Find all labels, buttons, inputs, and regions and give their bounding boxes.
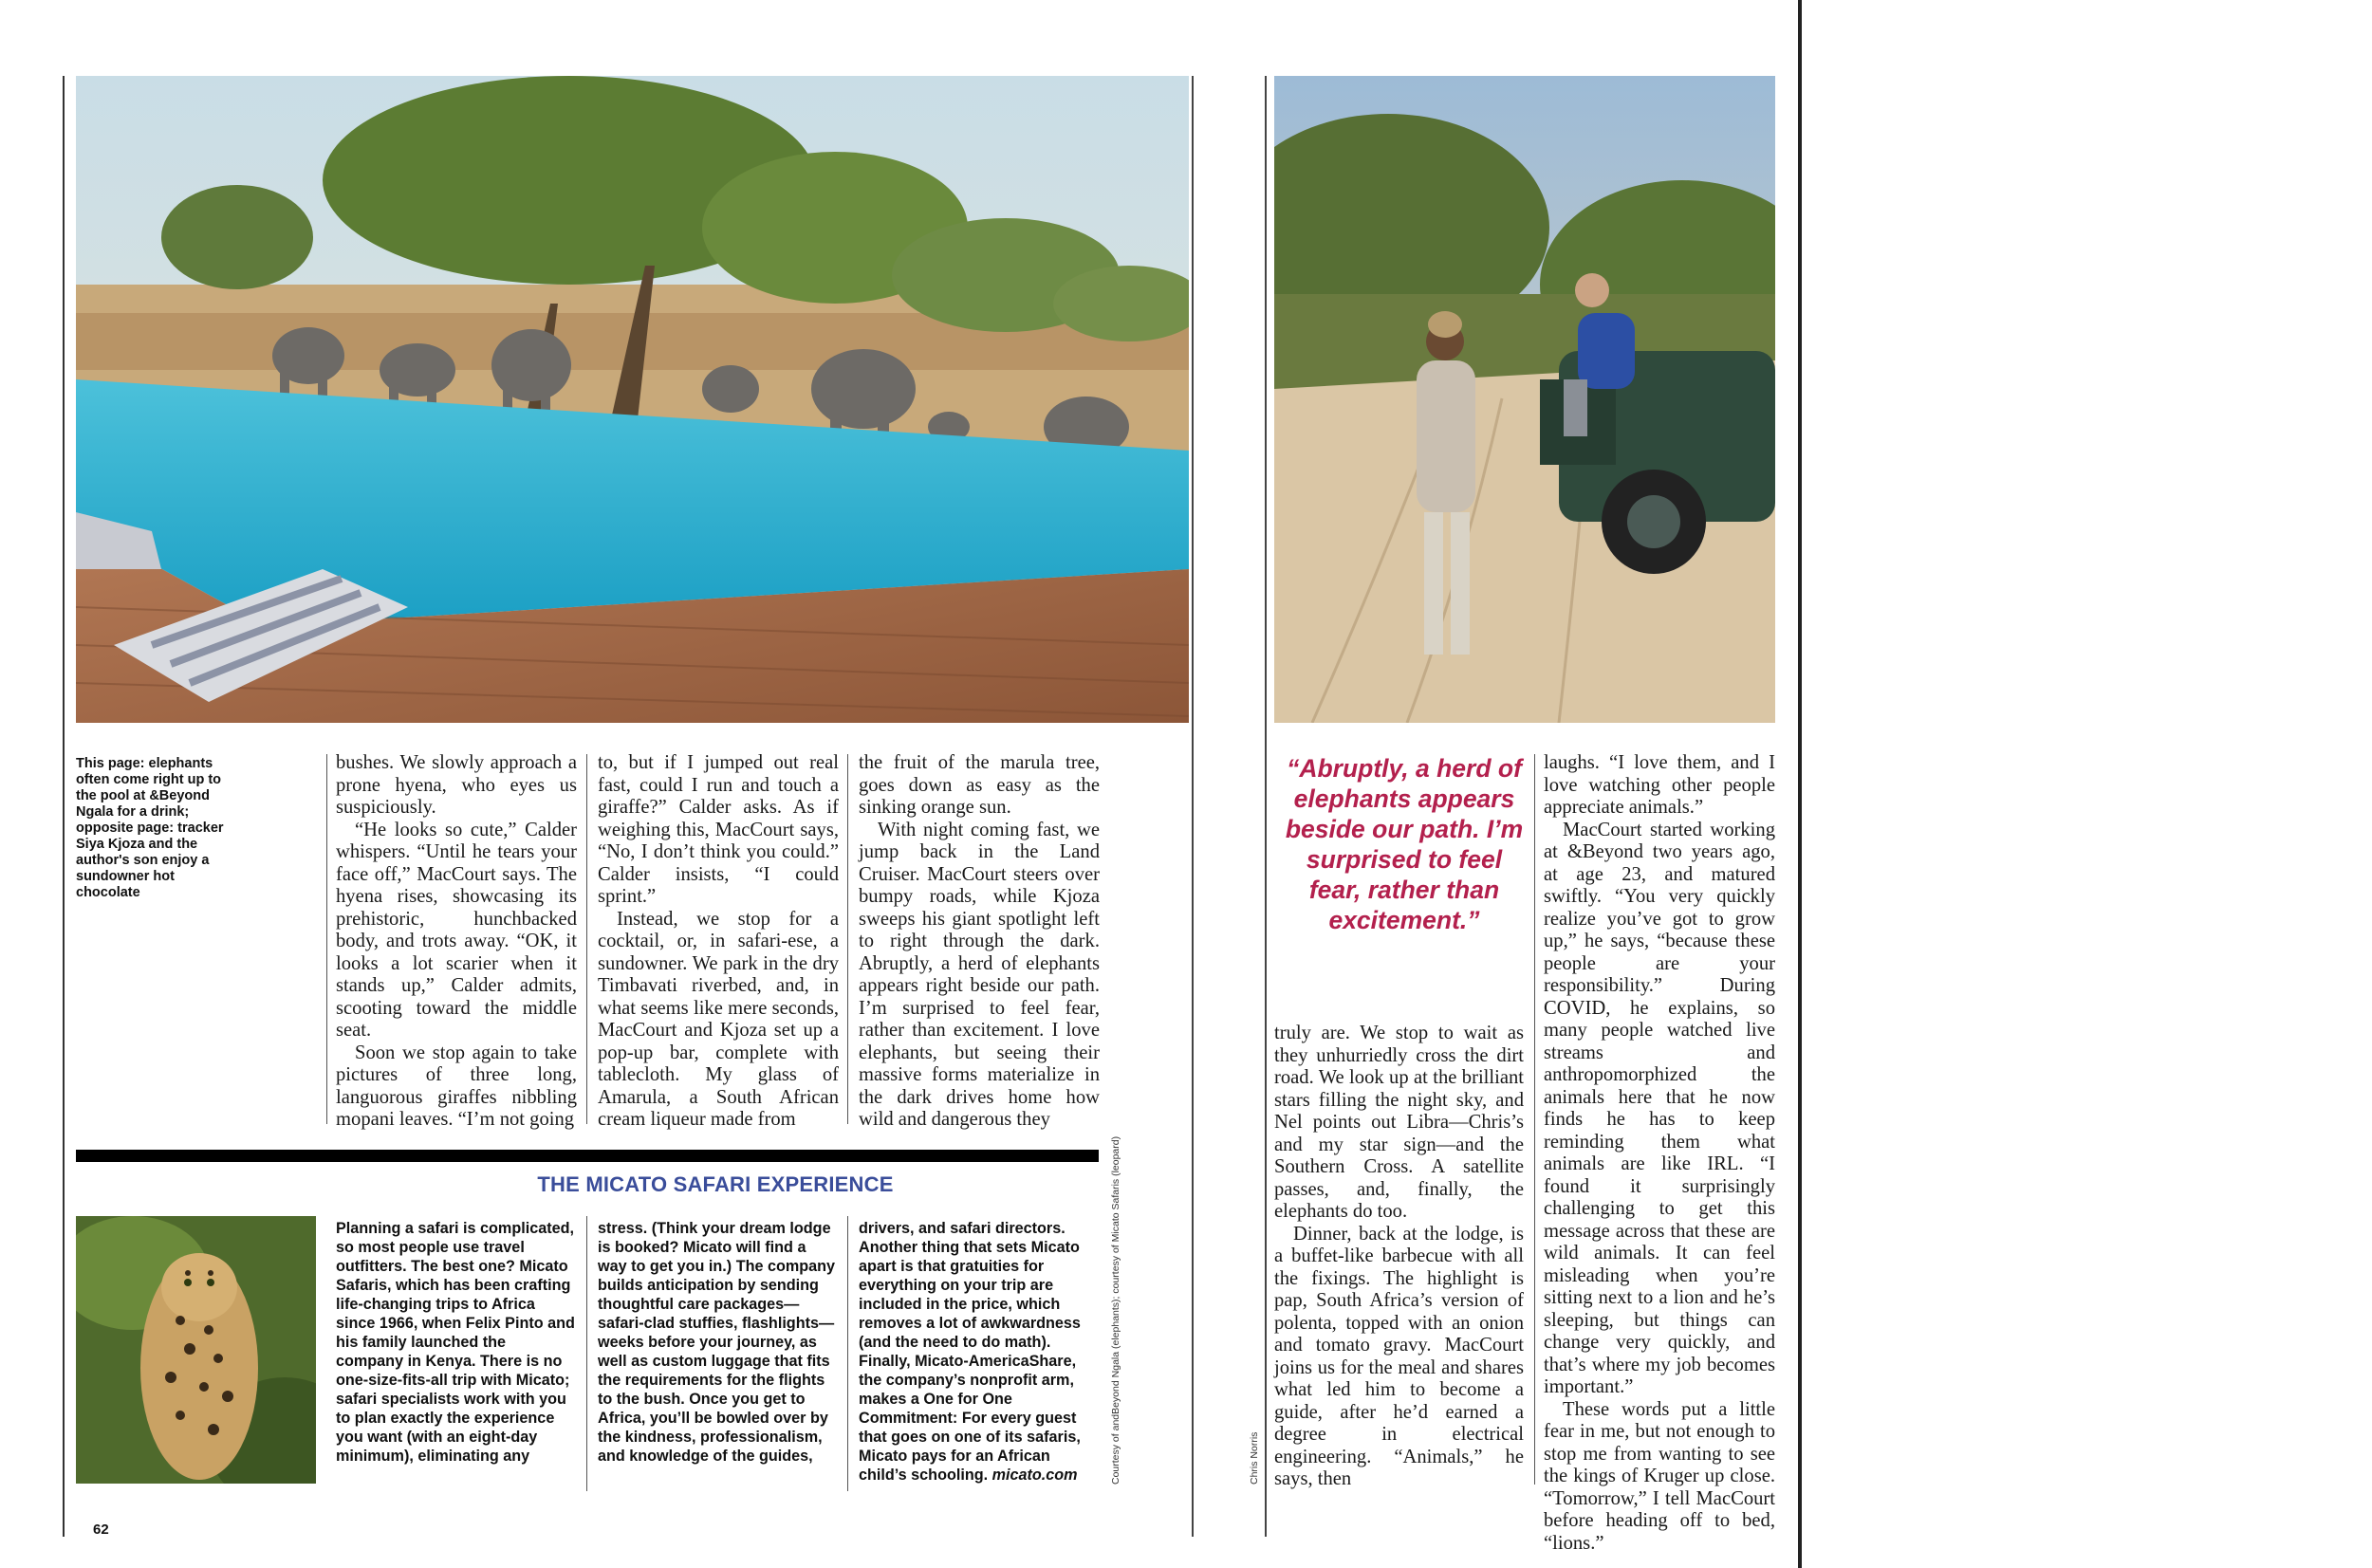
sidebar-column-rule-1 [586,1216,587,1491]
elephants-pool-photo [76,76,1189,723]
caption-text-1: elephants often come right up to the pool at &Beyond Ngala for a drink; [76,756,222,820]
caption-lead: This page: [76,756,145,771]
sidebar-top-rule [76,1150,1099,1162]
paragraph: Soon we stop again to take pictures of three long, languorous giraffes nibbling mopani leaves. “I’m not going [336,1042,577,1130]
caption-text-2: tracker Siya Kjoza and the author's son enjoy a sundowner hot chocolate [76,821,224,900]
photo-credit-left: Courtesy of andBeyond Ngala (elephants); courtesy of Micato Safaris (leopard) [1110,1135,1121,1485]
sidebar-title: THE MICATO SAFARI EXPERIENCE [537,1172,894,1196]
sidebar-column-3-text: drivers, and safari directors. Another thing that sets Micato apart is that gratuities for everything on your trip are included in the price, which removes a lot of awkwardness (and the need to do math). Finally, Micato-AmericaShare, the company’s nonprofit arm, makes a One for One Commitment: For every guest that goes on one of its safaris, Micato pays for an African child’s schooling. [859,1220,1081,1484]
sidebar-column-rule-2 [847,1216,848,1491]
body-column-5 [1534,752,1775,1555]
paragraph: bushes. We slowly approach a prone hyena, who eyes us suspiciously. [336,752,577,818]
sidebar-column-3 [859,1219,1100,1485]
paragraph: “He looks so cute,” Calder whispers. “Until he tears your face off,” MacCourt says. The hyena rises, showcasing its prehistoric, hunchbacked body, and trots away. “OK, it looks a lot scarier when it stands up,” Calder admits, scooting toward the middle seat. [336,819,577,1041]
page-number: 62 [93,1522,109,1538]
leopard-photo [76,1216,316,1484]
caption-lead-2: opposite page: [76,821,175,836]
paragraph: Instead, we stop for a cocktail, or, in safari-ese, a sundowner. We park in the dry Timbavati riverbed, and, in what seems like mere seconds, MacCourt and Kjoza set up a pop-up bar, complete with tablecloth. My glass of Amarula, a South African cream liqueur made from [598,908,839,1130]
photo-credit-right: Chris Norris [1249,1431,1260,1485]
column-rule-1 [326,754,327,1124]
body-column-2 [598,752,839,1132]
sundowner-photo [1274,76,1775,723]
body-column-1 [336,752,577,1132]
column-rule-3 [847,754,848,1124]
sidebar-column-1: Planning a safari is complicated, so most people use travel outfitters. The best one? Micato Safaris, which has been crafting life-changing trips to Africa since 1966, when Felix Pinto and his family launched the company in Kenya. There is no one-size-fits-all trip with Micato; safari specialists work with you to plan exactly the experience you want (with an eight-day minimum), eliminating any [336,1220,575,1465]
paragraph: These words put a little fear in me, but not enough to stop me from wanting to see the kings of Kruger up close. “Tomorrow,” I tell MacCourt before heading off to bed, “lions.” [1544,1398,1775,1554]
paragraph: MacCourt started working at &Beyond two years ago, at age 23, and matured swiftly. “You very quickly realize you’ve got to grow up,” he says, “because these people are your responsibility.” During COVID, he explains, so many people watched live streams and anthropomorphized the animals here that he now finds he has to keep reminding them what animals are like IRL. “I found it surprisingly challenging to get this message across that these are wild animals. It can feel misleading when you’re sitting next to a lion and he’s sleeping, but things can change very quickly, and that’s where my job becomes important.” [1544,819,1775,1397]
sidebar-column-2: stress. (Think your dream lodge is booked? Micato will find a way to get you in.) The company builds anticipation by sending thoughtful care packages—safari-clad stuffies, flashlights—weeks before your journey, as well as custom luggage that fits the requirements for the flights to the bush. Once you get to Africa, you’ll be bowled over by the kindness, professionalism, and knowledge of the guides, [598,1220,836,1465]
paragraph: Dinner, back at the lodge, is a buffet-like barbecue with all the fixings. The highlight is pap, South Africa’s version of polenta, topped with an onion and tomato gravy. MacCourt joins us for the meal and shares what led him to become a guide, after he’d earned a degree in electrical engineering. “Animals,” he says, then [1274,1223,1524,1489]
paragraph: to, but if I jumped out real fast, could I run and touch a giraffe?” Calder asks. As if weighing this, MacCourt says, “No, I don’t think you could.” Calder insists, “I could sprint.” [598,752,839,907]
column-rule-2 [586,754,587,1124]
paragraph: truly are. We stop to wait as they unhurriedly cross the dirt road. We look up at the brilliant stars filling the night sky, and Nel points out Libra—Chris’s and my star sign—and the Southern Cross. A satellite passes, and, finally, the elephants do too. [1274,1023,1524,1222]
right-page-left-rule [1265,76,1267,1537]
paragraph: the fruit of the marula tree, goes down as easy as the sinking orange sun. [859,752,1100,818]
body-column-4 [1274,1023,1524,1491]
paragraph: laughs. “I love them, and I love watching other people appreciate animals.” [1544,752,1775,818]
left-margin-rule [63,76,65,1537]
photo-caption [76,756,228,901]
paragraph: With night coming fast, we jump back in the Land Cruiser. MacCourt steers over bumpy roads, while Kjoza sweeps his giant spotlight left to right through the dark. Abruptly, a herd of elephants appears right beside our path. I’m surprised to feel fear, rather than excitement. I love elephants, but seeing their massive forms materialize in the dark drives home how wild and dangerous they [859,819,1100,1130]
outside-margin [1802,0,2372,1568]
body-column-3 [859,752,1100,1132]
left-page-right-rule [1192,76,1194,1537]
pull-quote: “Abruptly, a herd of elephants appears beside our path. I’m surprised to feel fear, rather than excitement.” [1285,754,1524,934]
micato-url: micato.com [991,1467,1078,1484]
